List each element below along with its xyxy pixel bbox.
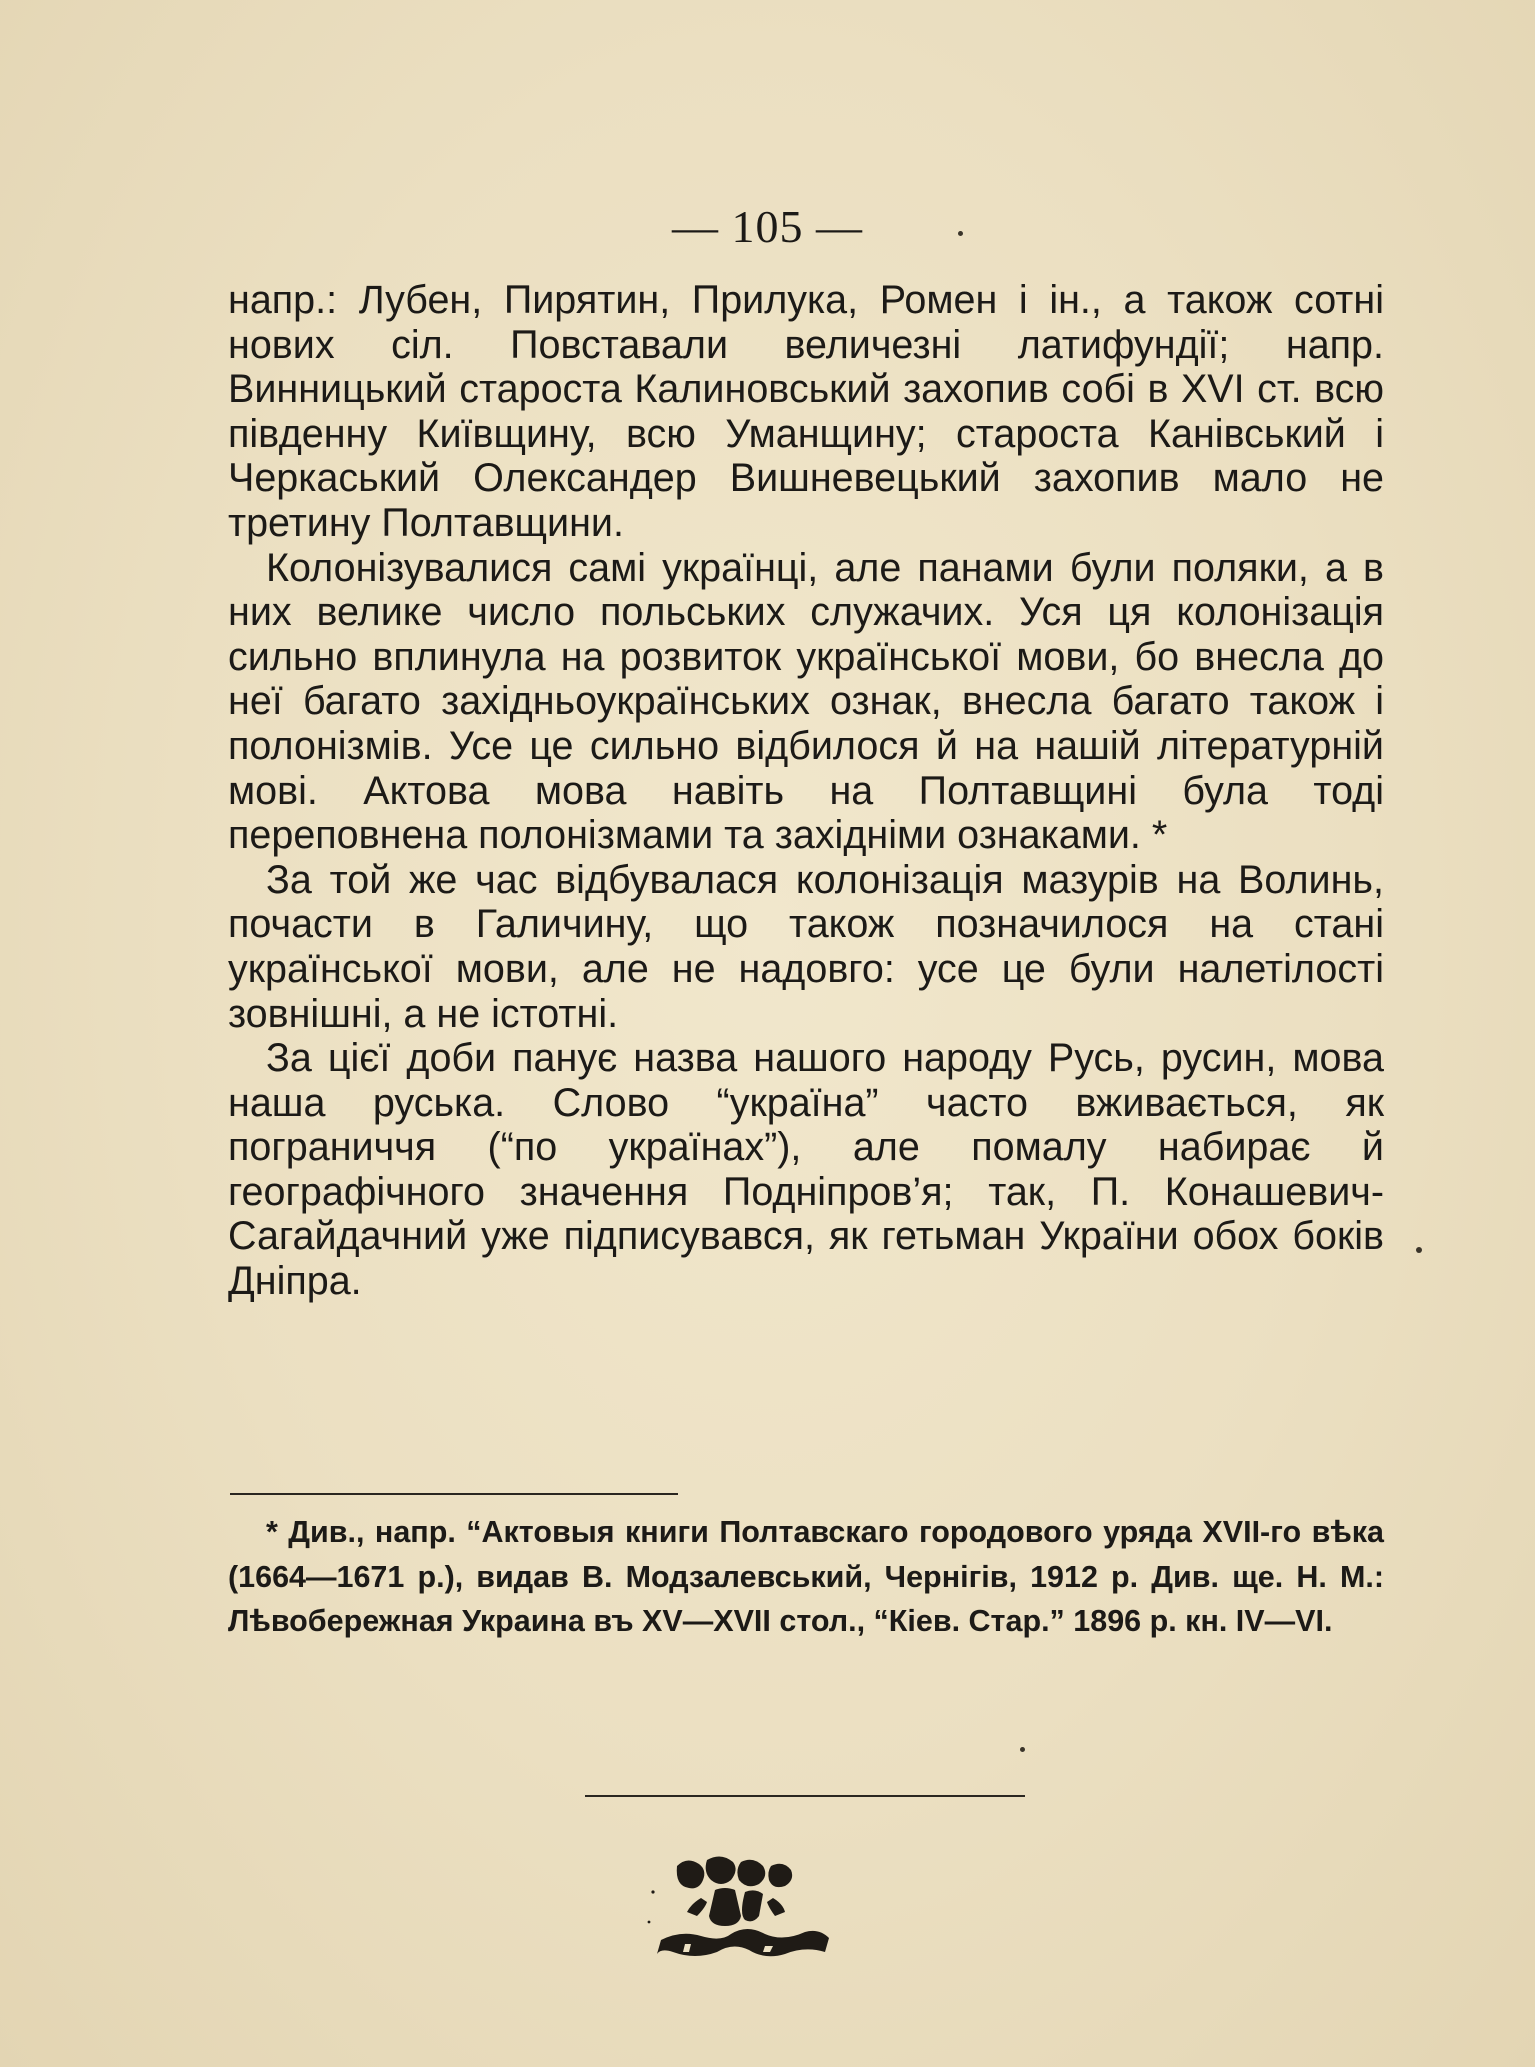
ink-speck xyxy=(958,231,963,236)
page-number: — 105 — xyxy=(672,201,863,252)
paragraph-4: За цієї доби панує назва нашого народу Русь, русин, мова наша руська. Слово “україна” часто вживається, як пограниччя (“по українах”), але помалу набирає й географічного значення Подніпров’я; так, П. Конашевич-Сагайдачний уже підписувався, як гетьман України обох боків Дніпра. xyxy=(228,1036,1384,1304)
paragraph-1: напр.: Лубен, Пирятин, Прилука, Ромен і ін., а також сотні нових сіл. Повставали величезні латифундії; напр. Винницький староста Калиновський захопив собі в XVI ст. всю південну Київщину, всю Уманщину; староста Канівський і Черкаський Олександер Вишневецький захопив мало не третину Полтавщини. xyxy=(228,278,1384,545)
end-divider xyxy=(585,1795,1025,1797)
ink-speck xyxy=(1020,1747,1025,1752)
footnote-text: * Див., напр. “Актовыя книги Полтавскаго городового уряда XVII-го вѣка (1664—1671 р.), видав В. Модзалевський, Чернігів, 1912 р. Див. ще. Н. М.: Лѣвобережная Украина въ XV—XVII стол., “Кіев. Стар.” 1896 р. кн. IV—VI. xyxy=(228,1515,1384,1638)
printer-ornament-icon xyxy=(645,1852,845,1972)
main-text xyxy=(228,278,1384,1304)
ink-speck xyxy=(1416,1247,1422,1253)
footnote xyxy=(228,1510,1384,1644)
footnote-divider xyxy=(230,1493,678,1495)
paragraph-3: За той же час відбувалася колонізація мазурів на Волинь, почасти в Галичину, що також позначилося на стані української мови, але не надовго: усе це були налетілості зовнішні, а не істотні. xyxy=(228,857,1384,1036)
paragraph-2: Колонізувалися самі українці, але панами були поляки, а в них велике число польських служачих. Уся ця колонізація сильно вплинула на розвиток української мови, бо внесла до неї багато західньоукраїнських ознак, внесла багато також і полонізмів. Усе це сильно відбилося й на нашій літературній мові. Актова мова навіть на Полтавщині була тоді переповнена полонізмами та західніми ознаками. * xyxy=(228,545,1384,858)
